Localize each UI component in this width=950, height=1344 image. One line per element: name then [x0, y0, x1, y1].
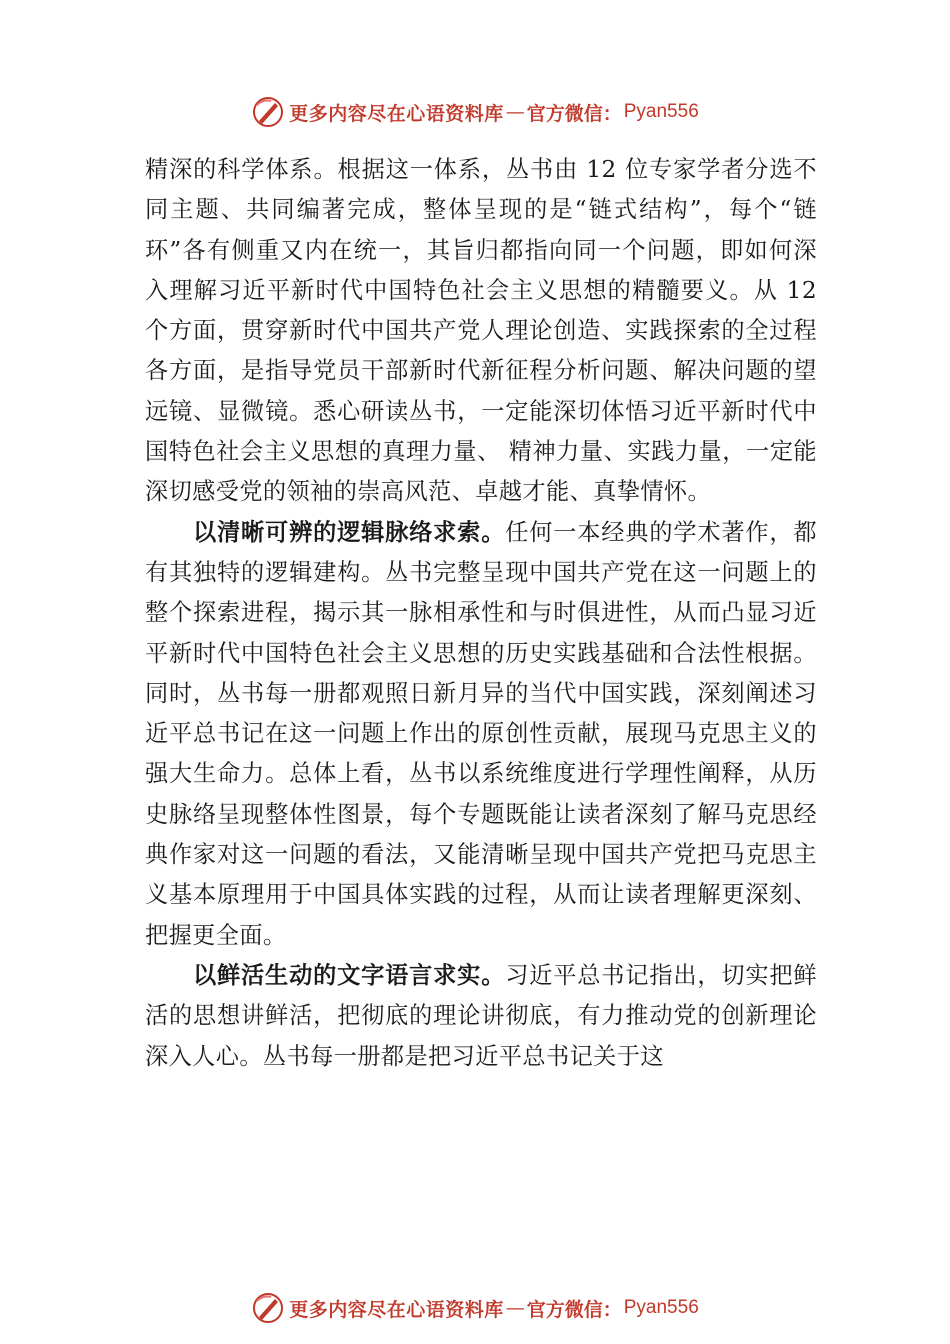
header-watermark: [0, 92, 950, 132]
document-body: [145, 150, 817, 1077]
watermark-wechat-label: 官方微信：: [526, 102, 622, 125]
watermark-wechat-id: Pyan556: [623, 101, 699, 122]
paragraph-text: 任何一本经典的学术著作，都有其独特的逻辑建构。丛书完整呈现中国共产党在这一问题上的整个探索进程，揭示其一脉相承性和与时俱进性，从而凸显习近平新时代中国特色社会主义思想的历史实践基础和合法性根据。同时，丛书每一册都观照日新月异的当代中国实践，深刻阐述习近平总书记在这一问题上作出的原创性贡献，展现马克思主义的强大生命力。总体上看，丛书以系统维度进行学理性阐释，从历史脉络呈现整体性图景，每个专题既能让读者深刻了解马克思经典作家对这一问题的看法，又能清晰呈现中国共产党把马克思主义基本原理用于中国具体实践的过程，从而让读者理解更深刻、把握更全面。: [145, 518, 817, 949]
paragraph-text: 习近平总书记指出，切实把鲜活的思想讲鲜活，把彻底的理论讲彻底，有力推动党的创新理论深入人心。丛书每一册都是把习近平总书记关于这: [145, 961, 817, 1070]
watermark-site-text: 更多内容尽在心语资料库: [289, 1298, 504, 1321]
paragraph-continuation: [145, 150, 817, 513]
pen-logo-icon: [251, 95, 285, 129]
paragraph-language: [145, 956, 817, 1077]
footer-watermark: [0, 1288, 950, 1328]
watermark-wechat-id: Pyan556: [623, 1297, 699, 1318]
paragraph-text: 精深的科学体系。根据这一体系，丛书由 12 位专家学者分选不同主题、共同编著完成，整体呈现的是“链式结构”，每个“链环”各有侧重又内在统一，其旨归都指向同一个问题，即如何深入理解习近平新时代中国特色社会主义思想的精髓要义。从 12 个方面，贯穿新时代中国共产党人理论创造、实践探索的全过程各方面，是指导党员干部新时代新征程分析问题、解决问题的望远镜、显微镜。悉心研读丛书，一定能深切体悟习近平新时代中国特色社会主义思想的真理力量、 精神力量、实践力量，一定能深切感受党的领袖的崇高风范、卓越才能、真挚情怀。: [145, 156, 817, 506]
paragraph-heading: 以鲜活生动的文字语言求实。: [193, 961, 506, 989]
watermark-separator: —: [505, 1297, 525, 1319]
watermark-site-text: 更多内容尽在心语资料库: [289, 102, 504, 125]
paragraph-heading: 以清晰可辨的逻辑脉络求索。: [193, 518, 506, 546]
paragraph-logic: [145, 513, 817, 956]
watermark-wechat-label: 官方微信：: [526, 1298, 622, 1321]
pen-logo-icon: [251, 1291, 285, 1325]
watermark-separator: —: [505, 101, 525, 123]
